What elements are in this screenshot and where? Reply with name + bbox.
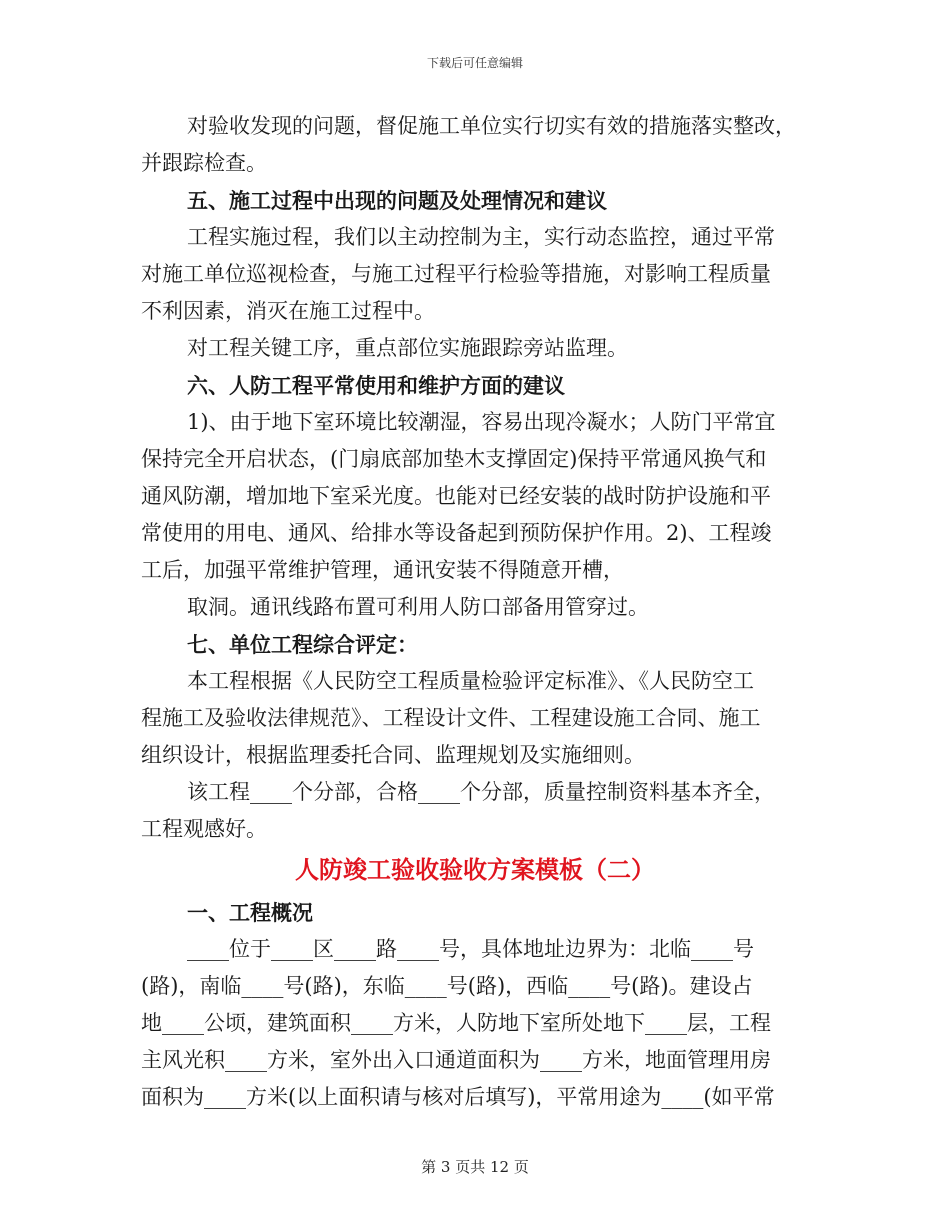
paragraph-line: 地____公顷，建筑面积____方米，人防地下室所处地下____层，工程 <box>141 1011 771 1035</box>
paragraph-line: 程施工及验收法律规范》、工程设计文件、工程建设施工合同、施工 <box>141 706 761 730</box>
paragraph-line: 该工程____个分部，合格____个分部，质量控制资料基本齐全， <box>187 780 775 804</box>
paragraph-line: 工程观感好。 <box>141 817 267 841</box>
paragraph-line: (路)，南临____号(路)，东临____号(路)，西临____号(路)。建设占 <box>141 974 753 998</box>
page-footer: 第 3 页共 12 页 <box>421 1158 529 1176</box>
paragraph-line: 并跟踪检查。 <box>141 151 267 175</box>
page-header: 下载后可任意编辑 <box>426 56 523 70</box>
paragraph-line: 本工程根据《人民防空工程质量检验评定标准》、《人民防空工 <box>187 669 754 693</box>
paragraph-line: 不利因素，消灭在施工过程中。 <box>141 299 435 323</box>
paragraph-line: 组织设计，根据监理委托合同、监理规划及实施细则。 <box>141 743 645 767</box>
paragraph-line: 对施工单位巡视检查，与施工过程平行检验等措施，对影响工程质量 <box>141 262 771 286</box>
section-heading: 七、单位工程综合评定： <box>187 632 418 657</box>
document-title: 人防竣工验收验收方案模板（二） <box>295 855 655 884</box>
paragraph-line: 面积为____方米(以上面积请与核对后填写)，平常用途为____(如平常 <box>141 1085 775 1109</box>
section-heading: 六、人防工程平常使用和维护方面的建议 <box>187 373 565 398</box>
paragraph-line: 通风防潮，增加地下室采光度。也能对已经安装的战时防护设施和平 <box>141 484 771 508</box>
paragraph-line: 1)、由于地下室环境比较潮湿，容易出现冷凝水；人防门平常宜 <box>187 410 776 434</box>
paragraph-line: 工后，加强平常维护管理，通讯安装不得随意开槽， <box>141 558 624 582</box>
document-body-top <box>141 108 813 848</box>
paragraph-line: 对验收发现的问题，督促施工单位实行切实有效的措施落实整改， <box>187 114 796 138</box>
section-heading: 一、工程概况 <box>187 900 313 925</box>
paragraph-line: ____位于____区____路____号，具体地址边界为：北临____号 <box>187 937 754 961</box>
paragraph-line: 取洞。通讯线路布置可利用人防口部备用管穿过。 <box>187 595 649 619</box>
paragraph-line: 常使用的用电、通风、给排水等设备起到预防保护作用。2)、工程竣 <box>141 521 772 545</box>
paragraph-line: 对工程关键工序，重点部位实施跟踪旁站监理。 <box>187 336 628 360</box>
paragraph-line: 保持完全开启状态，(门扇底部加垫木支撑固定)保持平常通风换气和 <box>141 447 767 471</box>
document-body-bottom <box>141 894 813 1116</box>
section-heading: 五、施工过程中出现的问题及处理情况和建议 <box>187 188 607 213</box>
paragraph-line: 工程实施过程，我们以主动控制为主，实行动态监控，通过平常 <box>187 225 775 249</box>
paragraph-line: 主风光积____方米，室外出入口通道面积为____方米，地面管理用房 <box>141 1048 771 1072</box>
